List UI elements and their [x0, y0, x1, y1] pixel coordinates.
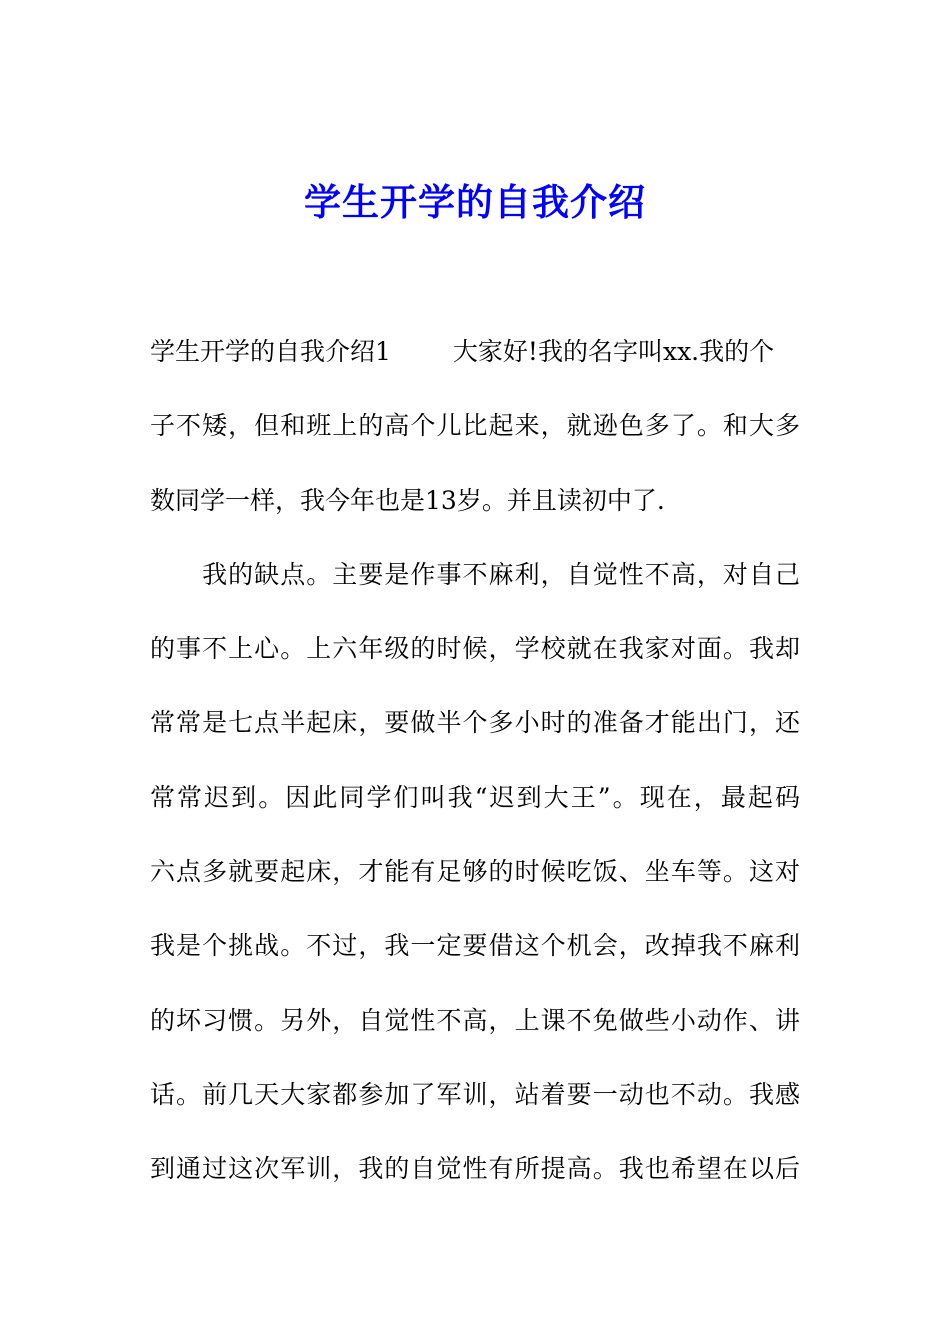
text-line: 的事不上心。上六年级的时候，学校就在我家对面。我却: [150, 634, 800, 664]
text-line: 数同学一样，我今年也是13岁。并且读初中了.: [150, 485, 665, 515]
text-line: 的坏习惯。另外，自觉性不高，上课不免做些小动作、讲: [150, 1005, 800, 1035]
text-line: 六点多就要起床，才能有足够的时候吃饭、坐车等。这对: [150, 857, 800, 887]
text-line: 常常迟到。因此同学们叫我“迟到大王”。现在，最起码: [150, 782, 800, 812]
section-heading: 学生开学的自我介绍1: [150, 337, 391, 366]
text-line: 我的缺点。主要是作事不麻利，自觉性不高，对自己: [150, 559, 800, 589]
text-line: 话。前几天大家都参加了军训，站着要一动也不动。我感: [150, 1079, 800, 1109]
text-run: 大家好!我的名字叫xx.我的个: [452, 337, 775, 366]
document-body: [150, 326, 800, 1218]
text-line: 我是个挑战。不过，我一定要借这个机会，改掉我不麻利: [150, 931, 800, 961]
document-title: 学生开学的自我介绍: [304, 180, 646, 224]
text-line: [150, 326, 800, 400]
text-line: 常常是七点半起床，要做半个多小时的准备才能出门，还: [150, 708, 800, 738]
text-line: 子不矮，但和班上的高个儿比起来，就逊色多了。和大多: [150, 411, 800, 441]
text-line: 到通过这次军训，我的自觉性有所提高。我也希望在以后: [150, 1154, 800, 1184]
